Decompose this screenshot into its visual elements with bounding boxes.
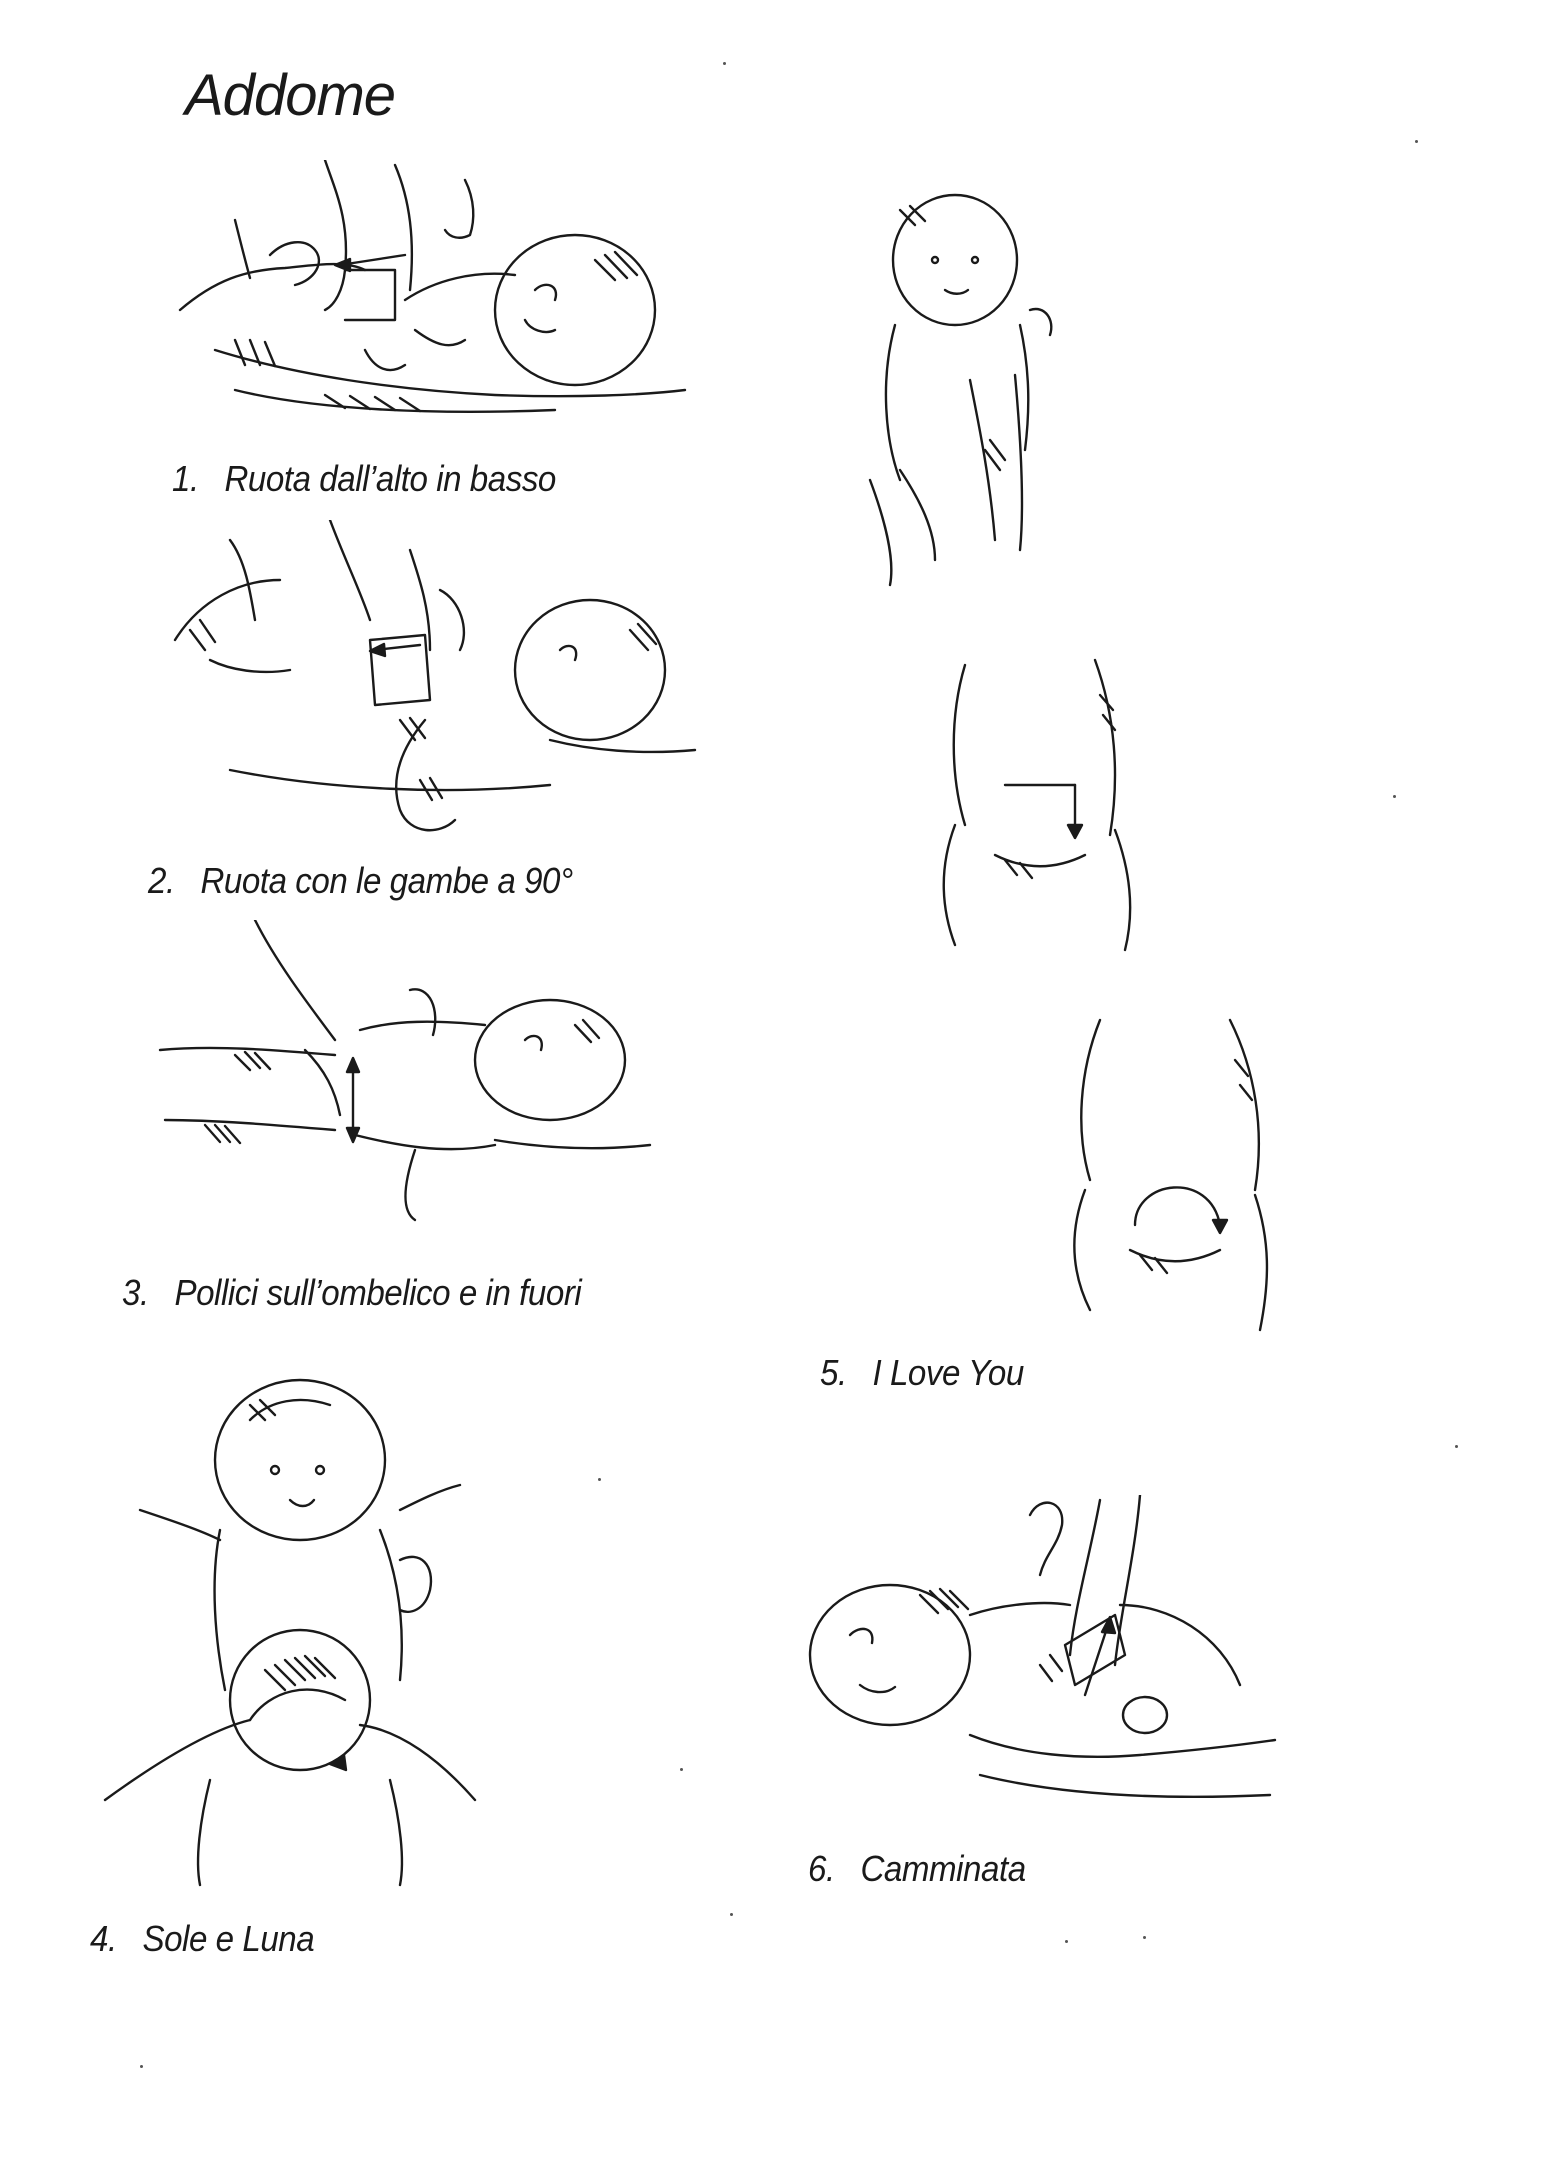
step-label: Pollici sull’ombelico e in fuori xyxy=(174,1272,582,1313)
scan-speck xyxy=(1393,795,1396,798)
scan-speck xyxy=(680,1768,683,1771)
step-label: I Love You xyxy=(872,1352,1024,1393)
illustration-step-5-top xyxy=(840,180,1090,590)
caption-step-3 xyxy=(122,1272,581,1314)
scan-speck xyxy=(1143,1936,1146,1939)
caption-step-4 xyxy=(90,1918,314,1960)
baby-massage-walking-illustration xyxy=(800,1495,1280,1815)
i-love-you-stroke-l-icon xyxy=(935,655,1145,955)
scan-speck xyxy=(598,1478,601,1481)
caption-step-6 xyxy=(808,1848,1026,1890)
scan-speck xyxy=(140,2065,143,2068)
scan-speck xyxy=(1065,1940,1068,1943)
illustration-step-1 xyxy=(175,160,690,425)
scan-speck xyxy=(1455,1445,1458,1448)
baby-massage-sun-moon-illustration xyxy=(100,1360,480,1890)
illustration-step-2 xyxy=(170,520,700,850)
caption-step-2 xyxy=(148,860,573,902)
scan-speck xyxy=(723,62,726,65)
illustration-step-5-bottom xyxy=(1060,1010,1285,1340)
step-label: Camminata xyxy=(860,1848,1026,1889)
baby-massage-rotate-legs-90-illustration xyxy=(170,520,700,850)
step-label: Ruota dall’alto in basso xyxy=(224,458,556,499)
i-love-you-stroke-u-icon xyxy=(1060,1010,1285,1340)
step-number: 2. xyxy=(148,860,175,901)
baby-massage-i-love-you-illustration xyxy=(840,180,1090,590)
baby-massage-rotate-top-down-illustration xyxy=(175,160,690,425)
illustration-step-4 xyxy=(100,1360,480,1890)
step-label: Sole e Luna xyxy=(142,1918,315,1959)
step-number: 6. xyxy=(808,1848,835,1889)
step-label: Ruota con le gambe a 90° xyxy=(200,860,573,901)
baby-massage-thumbs-navel-illustration xyxy=(155,920,655,1260)
caption-step-5 xyxy=(820,1352,1024,1394)
illustration-step-6 xyxy=(800,1495,1280,1815)
step-number: 4. xyxy=(90,1918,117,1959)
page-title: Addome xyxy=(185,63,396,128)
step-number: 1. xyxy=(172,458,199,499)
step-number: 3. xyxy=(122,1272,149,1313)
scan-speck xyxy=(1415,140,1418,143)
scan-speck xyxy=(730,1913,733,1916)
step-number: 5. xyxy=(820,1352,847,1393)
illustration-step-5-middle xyxy=(935,655,1145,955)
caption-step-1 xyxy=(172,458,556,500)
illustration-step-3 xyxy=(155,920,655,1260)
